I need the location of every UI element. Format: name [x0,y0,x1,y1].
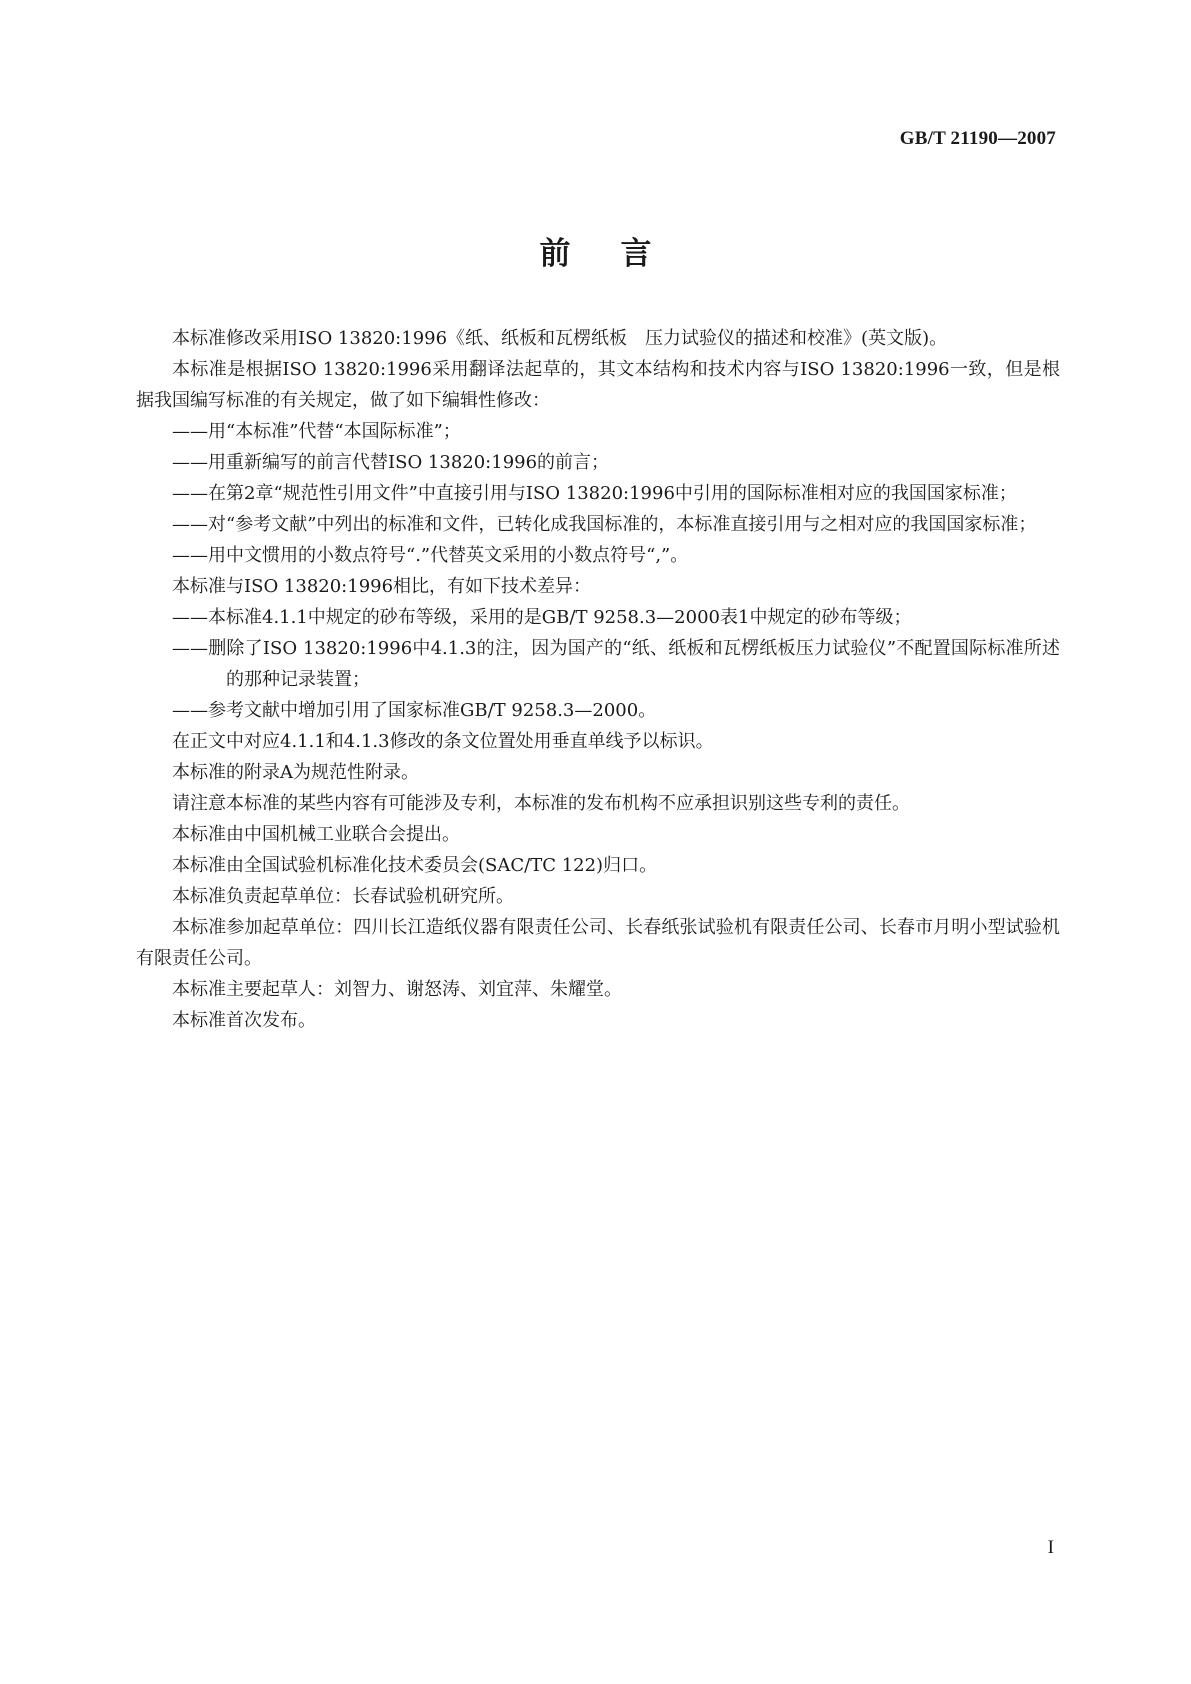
paragraph: 本标准的附录A为规范性附录。 [172,762,419,783]
foreword-body [136,323,1060,1036]
paragraph: 本标准由中国机械工业联合会提出。 [172,824,460,845]
page-number: I [1047,1537,1054,1558]
standard-code: GB/T 21190—2007 [899,128,1056,149]
paragraph: 本标准与ISO 13820:1996相比，有如下技术差异： [172,576,592,597]
paragraph: 本标准负责起草单位：长春试验机研究所。 [172,886,514,907]
list-item: ——用重新编写的前言代替ISO 13820:1996的前言； [172,452,610,473]
list-item: ——在第2章“规范性引用文件”中直接引用与ISO 13820:1996中引用的国际标准相对应的我国国家标准； [172,483,1017,504]
list-item: ——本标准4.1.1中规定的砂布等级，采用的是GB/T 9258.3—2000表1中规定的砂布等级； [172,607,912,628]
paragraph: 本标准是根据ISO 13820:1996采用翻译法起草的，其文本结构和技术内容与ISO 13820:1996一致，但是根据我国编写标准的有关规定，做了如下编辑性修改： [136,359,1060,411]
list-item: ——删除了ISO 13820:1996中4.1.3的注，因为国产的“纸、纸板和瓦楞纸板压力试验仪”不配置国际标准所述的那种记录装置； [172,638,1060,690]
page-title: 前言 [539,236,702,272]
paragraph: 本标准主要起草人：刘智力、谢怒涛、刘宜萍、朱耀堂。 [172,979,622,1000]
paragraph: 本标准首次发布。 [172,1010,316,1031]
paragraph: 在正文中对应4.1.1和4.1.3修改的条文位置处用垂直单线予以标识。 [172,731,714,752]
list-item: ——对“参考文献”中列出的标准和文件，已转化成我国标准的，本标准直接引用与之相对应的我国国家标准； [172,514,1037,535]
list-item: ——参考文献中增加引用了国家标准GB/T 9258.3—2000。 [172,700,657,721]
paragraph: 本标准由全国试验机标准化技术委员会(SAC/TC 122)归口。 [172,855,658,876]
paragraph: 请注意本标准的某些内容有可能涉及专利，本标准的发布机构不应承担识别这些专利的责任。 [172,793,910,814]
list-item: ——用中文惯用的小数点符号“.”代替英文采用的小数点符号“,”。 [172,545,689,566]
list-item: ——用“本标准”代替“本国际标准”； [172,421,461,442]
paragraph: 本标准参加起草单位：四川长江造纸仪器有限责任公司、长春纸张试验机有限责任公司、长春市月明小型试验机有限责任公司。 [136,917,1060,969]
paragraph: 本标准修改采用ISO 13820:1996《纸、纸板和瓦楞纸板 压力试验仪的描述和校准》(英文版)。 [172,328,948,349]
